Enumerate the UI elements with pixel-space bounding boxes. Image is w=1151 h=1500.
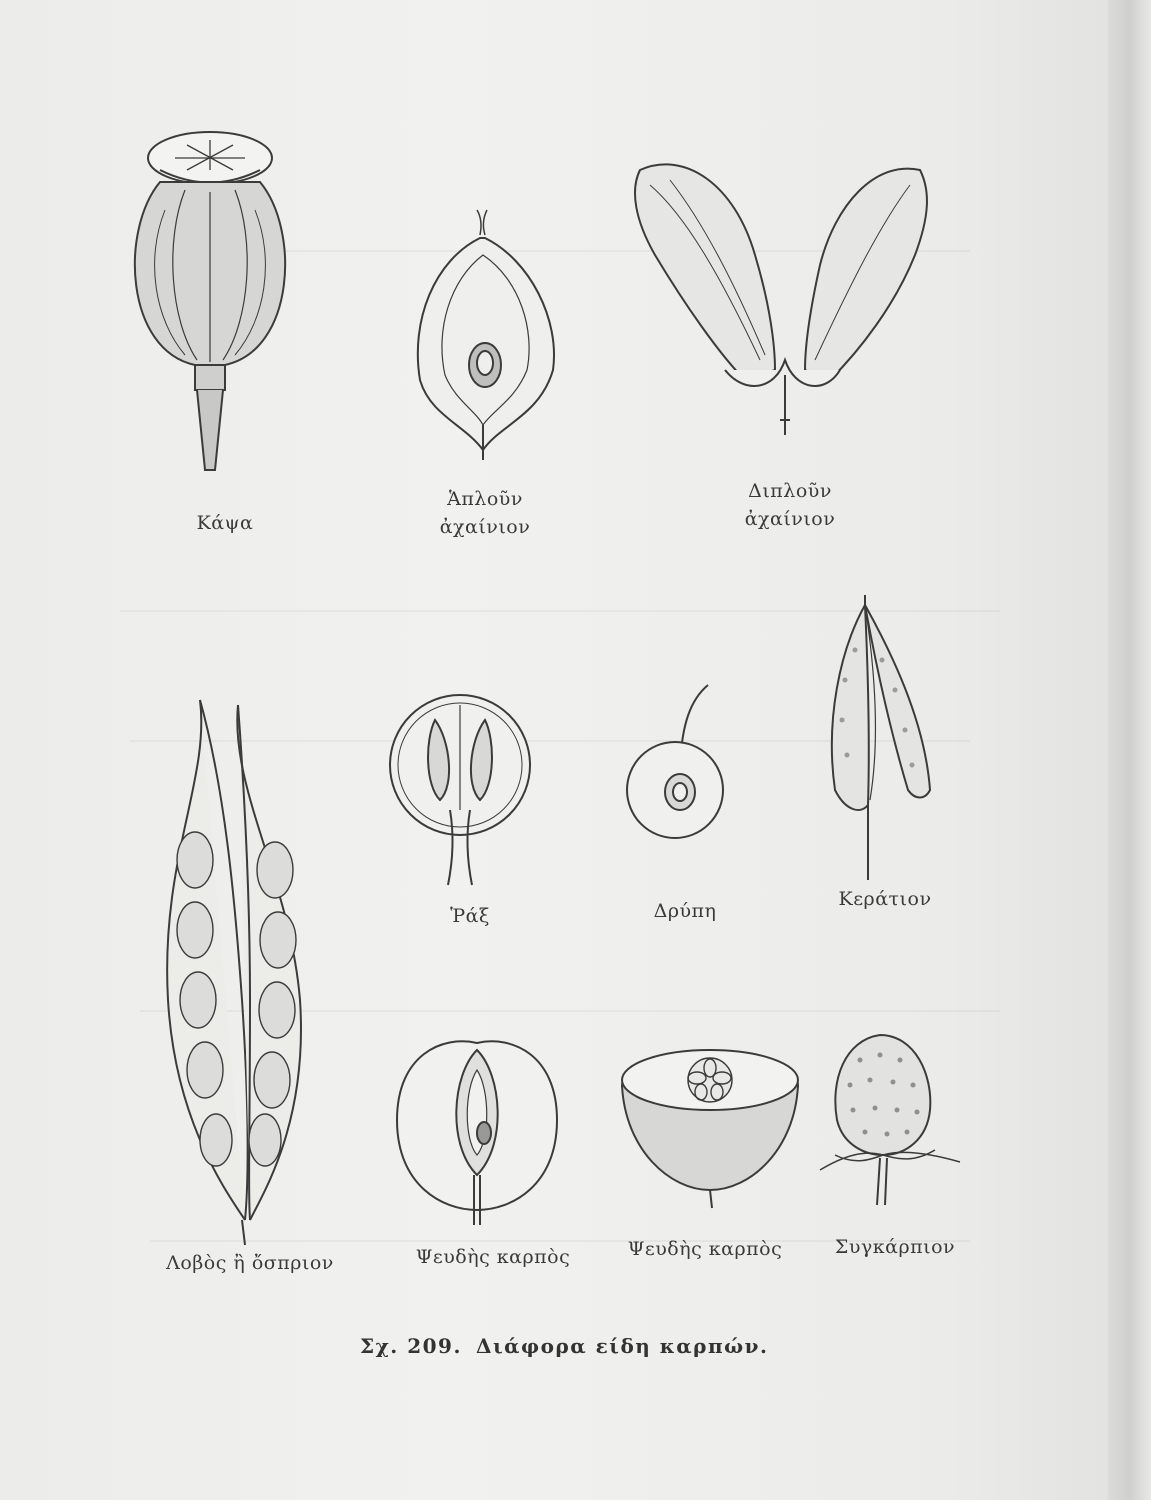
page-edge-shadow bbox=[1108, 0, 1151, 1500]
label-legume: Λοβὸς ἢ ὄσπριον bbox=[166, 1252, 334, 1274]
label-simple-achene-line1: Ἁπλοῦν bbox=[447, 488, 523, 510]
figure-title: Διάφορα είδη καρπών. bbox=[475, 1334, 769, 1358]
figure-caption bbox=[360, 1334, 820, 1358]
label-drupe: Δρύπη bbox=[653, 900, 717, 922]
figure-number: Σχ. 209. bbox=[360, 1334, 462, 1358]
label-kapsa: Κάψα bbox=[196, 512, 254, 534]
label-double-achene-line2: ἀχαίνιον bbox=[744, 508, 836, 530]
pome-longitudinal-illustration bbox=[392, 1035, 562, 1225]
pome-cross-section-illustration bbox=[615, 1050, 805, 1210]
double-samara-illustration bbox=[625, 155, 945, 445]
label-simple-achene-line2: ἀχαίνιον bbox=[439, 516, 531, 538]
label-aggregate: Συγκάρπιον bbox=[834, 1236, 956, 1258]
label-grape: Ῥάξ bbox=[450, 905, 490, 927]
grape-berry-illustration bbox=[380, 690, 540, 885]
poppy-capsule-illustration bbox=[125, 120, 295, 480]
label-pome-1: Ψευδὴς καρπὸς bbox=[415, 1246, 571, 1268]
label-double-achene-line1: Διπλοῦν bbox=[748, 480, 832, 502]
silique-illustration bbox=[820, 590, 940, 880]
strawberry-aggregate-illustration bbox=[815, 1030, 965, 1205]
legume-pod-illustration bbox=[150, 700, 320, 1245]
simple-achene-illustration bbox=[405, 210, 565, 460]
label-pome-2: Ψευδὴς καρπὸς bbox=[627, 1238, 783, 1260]
label-silique: Κεράτιον bbox=[838, 888, 932, 910]
cherry-drupe-illustration bbox=[620, 680, 730, 840]
